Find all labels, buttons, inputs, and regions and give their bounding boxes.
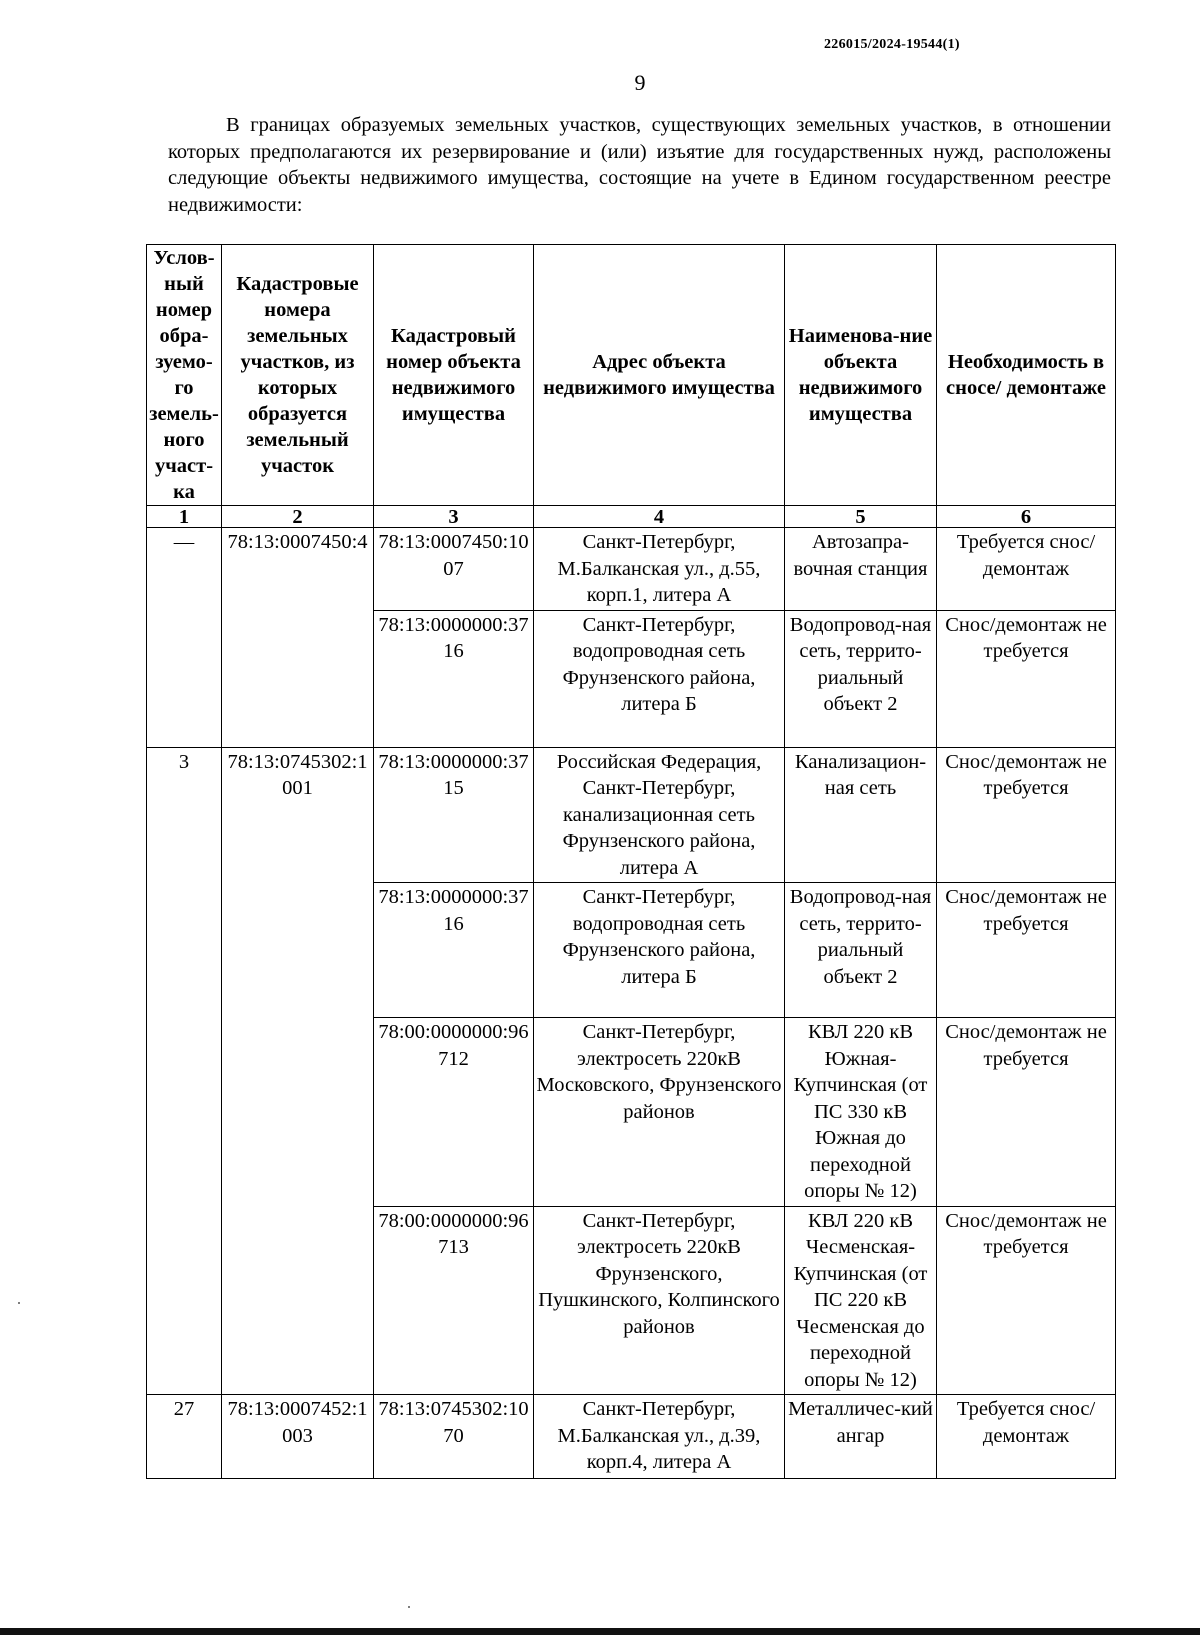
demolition-cell: Снос/демонтаж не требуется [937, 1018, 1116, 1207]
source-cadastral-cell: 78:13:0007452:1003 [222, 1395, 374, 1479]
object-name-cell: Металличес-кий ангар [785, 1395, 937, 1479]
table-row [147, 747, 1116, 883]
address-cell: Российская Федерация, Санкт-Петербург, канализационная сеть Фрунзенского района, литера А [534, 747, 785, 883]
object-name-cell: КВЛ 220 кВ Чесменская-Купчинская (от ПС 220 кВ Чесменская до переходной опоры № 12) [785, 1206, 937, 1395]
column-number: 5 [785, 506, 937, 528]
object-name-cell: Канализацион-ная сеть [785, 747, 937, 883]
address-cell: Санкт-Петербург, М.Балканская ул., д.39, корп.4, литера А [534, 1395, 785, 1479]
object-cadastral-cell: 78:13:0000000:3716 [374, 883, 534, 1018]
object-cadastral-cell: 78:13:0007450:1007 [374, 528, 534, 611]
object-cadastral-cell: 78:00:0000000:96713 [374, 1206, 534, 1395]
table-row [147, 528, 1116, 611]
address-cell: Санкт-Петербург, электросеть 220кВ Фрунзенского, Пушкинского, Колпинского районов [534, 1206, 785, 1395]
header-object-name: Наименова-ние объекта недвижимого имущества [785, 245, 937, 506]
column-number: 6 [937, 506, 1116, 528]
object-cadastral-cell: 78:13:0000000:3715 [374, 747, 534, 883]
object-cadastral-cell: 78:13:0745302:1070 [374, 1395, 534, 1479]
object-cadastral-cell: 78:13:0000000:3716 [374, 610, 534, 747]
page-number: 9 [634, 70, 646, 95]
intro-paragraph: В границах образуемых земельных участков, существующих земельных участков, в отношении которых предполагаются их резервирование и (или) изъятие для государственных нужд, расположены следующие объекты недвижимого имущества, состоящие на учете в Едином государственном реестре недвижимости: [168, 114, 1111, 216]
object-name-cell: Автозапра-вочная станция [785, 528, 937, 611]
column-number: 4 [534, 506, 785, 528]
header-object-cadastral: Кадастровый номер объекта недвижимого имущества [374, 245, 534, 506]
column-number: 1 [147, 506, 222, 528]
plot-number-cell: — [147, 528, 222, 748]
scan-speck [408, 1606, 410, 1608]
header-source-cadastral: Кадастровые номера земельных участков, из которых образуется земельный участок [222, 245, 374, 506]
address-cell: Санкт-Петербург, водопроводная сеть Фрунзенского района, литера Б [534, 610, 785, 747]
address-cell: Санкт-Петербург, М.Балканская ул., д.55, корп.1, литера А [534, 528, 785, 611]
source-cadastral-cell: 78:13:0745302:1001 [222, 747, 374, 1395]
source-cadastral-cell: 78:13:0007450:4 [222, 528, 374, 748]
table-header-row [147, 245, 1116, 506]
table-row [147, 1395, 1116, 1479]
header-demolition: Необходимость в сносе/ демонтаже [937, 245, 1116, 506]
demolition-cell: Требуется снос/демонтаж [937, 528, 1116, 611]
object-cadastral-cell: 78:00:0000000:96712 [374, 1018, 534, 1207]
header-address: Адрес объекта недвижимого имущества [534, 245, 785, 506]
demolition-cell: Снос/демонтаж не требуется [937, 883, 1116, 1018]
plot-number-cell: 3 [147, 747, 222, 1395]
demolition-cell: Снос/демонтаж не требуется [937, 1206, 1116, 1395]
demolition-cell: Снос/демонтаж не требуется [937, 610, 1116, 747]
demolition-cell: Требуется снос/демонтаж [937, 1395, 1116, 1479]
address-cell: Санкт-Петербург, водопроводная сеть Фрунзенского района, литера Б [534, 883, 785, 1018]
scan-speck [18, 1302, 20, 1304]
plot-number-cell: 27 [147, 1395, 222, 1479]
scan-bottom-edge [0, 1628, 1200, 1635]
column-number: 2 [222, 506, 374, 528]
object-name-cell: Водопровод-ная сеть, террито-риальный объект 2 [785, 883, 937, 1018]
address-cell: Санкт-Петербург, электросеть 220кВ Московского, Фрунзенского районов [534, 1018, 785, 1207]
column-numbers-row [147, 506, 1116, 528]
object-name-cell: КВЛ 220 кВ Южная-Купчинская (от ПС 330 кВ Южная до переходной опоры № 12) [785, 1018, 937, 1207]
document-number: 226015/2024-19544(1) [824, 37, 960, 52]
demolition-cell: Снос/демонтаж не требуется [937, 747, 1116, 883]
column-number: 3 [374, 506, 534, 528]
object-name-cell: Водопровод-ная сеть, террито-риальный объект 2 [785, 610, 937, 747]
header-plot-number: Услов-ный номер обра-зуемо-го земель-ного участ-ка [147, 245, 222, 506]
real-estate-objects-table [146, 244, 1116, 1479]
